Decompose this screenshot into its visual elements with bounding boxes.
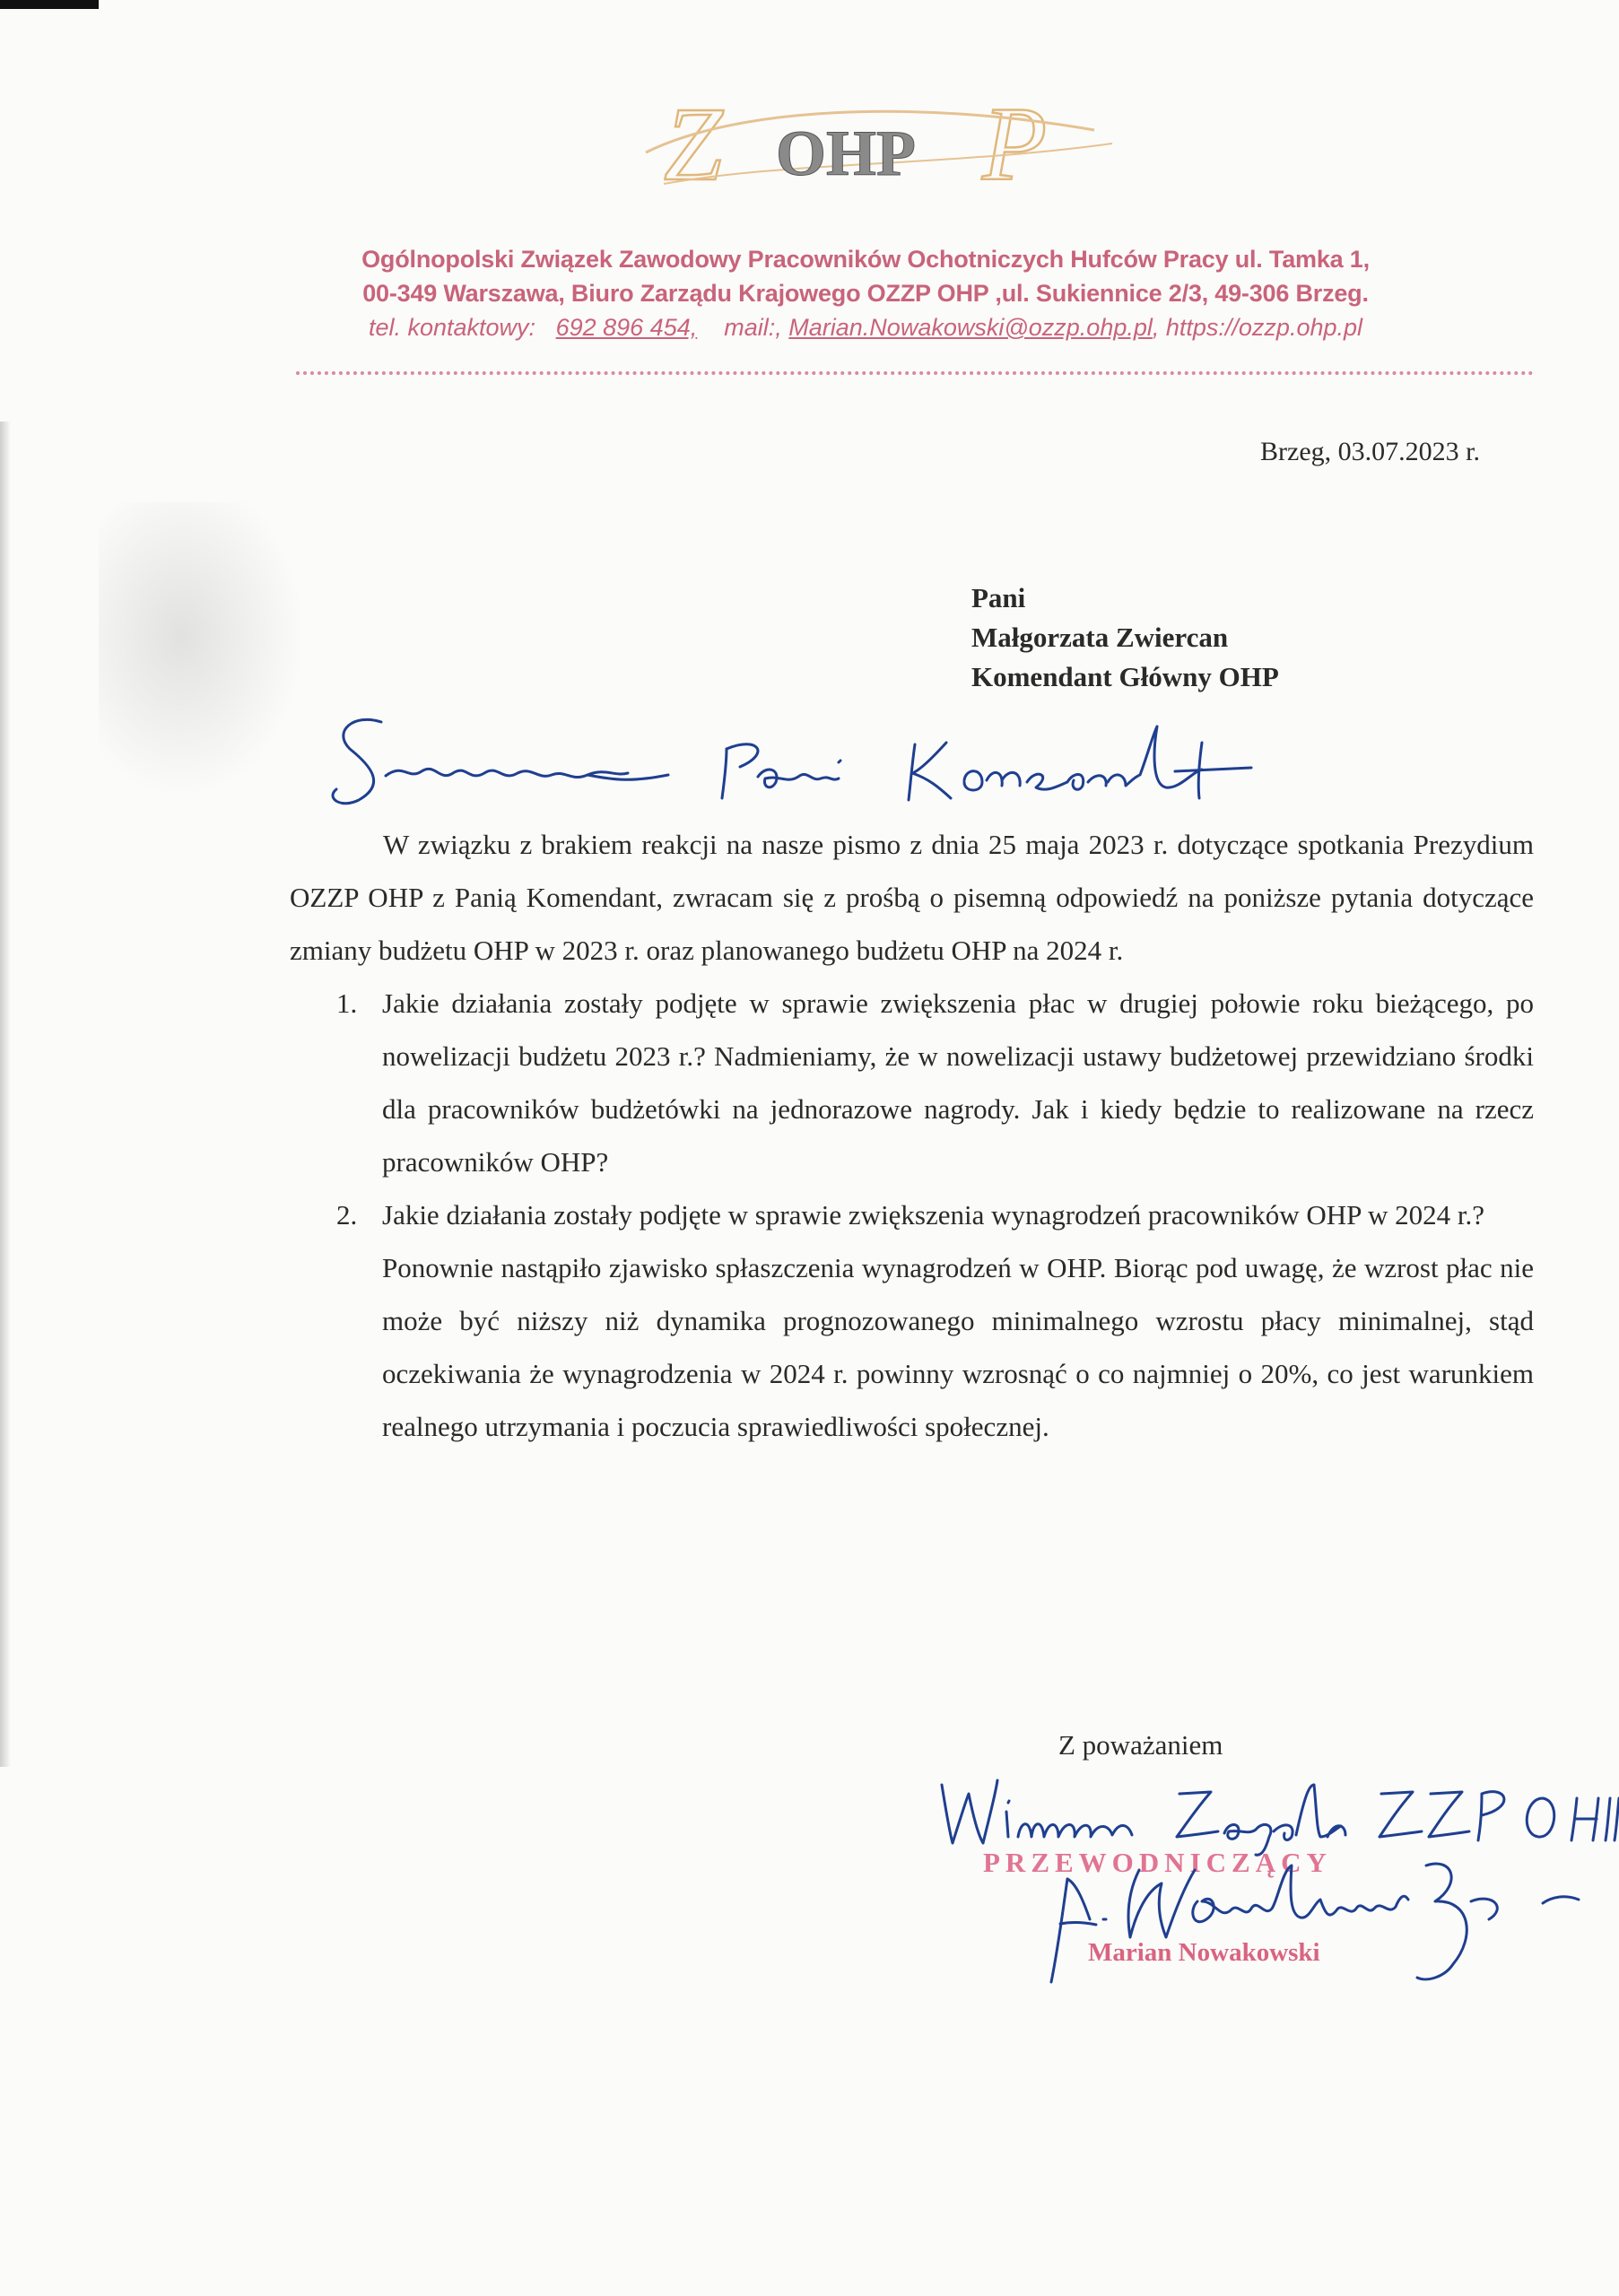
intro-paragraph: W związku z brakiem reakcji na nasze pismo z dnia 25 maja 2023 r. dotyczące spotkania Prezydium OZZP OHP z Panią Komendant, zwracam się z prośbą o pisemną odpowiedź na poniższe pytania dotyczące zmiany budżetu OHP w 2023 r. oraz planowanego budżetu OHP na 2024 r. xyxy=(290,829,1534,966)
ohp-logo xyxy=(628,90,1130,197)
logo-flourish-left: Z xyxy=(664,90,723,197)
list-item-number: 1. xyxy=(336,987,358,1019)
scan-bleed-through xyxy=(99,502,305,798)
list-item-extra: Ponownie nastąpiło zjawisko spłaszczenia wynagrodzeń w OHP. Biorąc pod uwagę, że wzrost płac nie może być niższy niż dynamika prognozowanego minimalnego wzrostu płacy minimalnej, stąd oczekiwania że wynagrodzenia w 2024 r. powinny wzrosnąć o co najmniej o 20%, co jest warunkiem realnego utrzymania i poczucia sprawiedliwości społecznej. xyxy=(382,1252,1534,1442)
letter-date: Brzeg, 03.07.2023 r. xyxy=(1260,437,1480,466)
website-link[interactable]: , https://ozzp.ohp.pl xyxy=(1152,314,1363,341)
letterhead-line1: Ogólnopolski Związek Zawodowy Pracowników Ochotniczych Hufców Pracy ul. Tamka 1, xyxy=(361,246,1370,273)
letterhead-contact xyxy=(269,310,1462,344)
logo-text: OHP xyxy=(776,117,916,189)
closing: Z poważaniem xyxy=(1058,1729,1223,1761)
letterhead-line2: 00-349 Warszawa, Biuro Zarządu Krajowego OZZP OHP ,ul. Sukiennice 2/3, 49-306 Brzeg. xyxy=(362,280,1369,307)
contact-prefix: tel. kontaktowy: xyxy=(368,314,536,341)
recipient-line1: Pani xyxy=(971,582,1026,613)
recipient-title: Komendant Główny OHP xyxy=(971,661,1279,692)
letter-body xyxy=(290,818,1534,1453)
email-link[interactable]: Marian.Nowakowski@ozzp.ohp.pl xyxy=(788,314,1153,341)
list-item-text: Jakie działania zostały podjęte w sprawie zwiększenia wynagrodzeń pracowników OHP w 2024 r.? xyxy=(382,1199,1484,1231)
list-item xyxy=(290,977,1534,1188)
list-item xyxy=(290,1188,1534,1453)
recipient-block xyxy=(971,578,1279,697)
mail-prefix: mail:, xyxy=(724,314,782,341)
stamp-title: PRZEWODNICZĄCY xyxy=(983,1847,1332,1878)
letterhead-divider xyxy=(296,371,1534,375)
recipient-name: Małgorzata Zwiercan xyxy=(971,622,1229,653)
scan-shadow xyxy=(0,422,11,1767)
stamp-name: Marian Nowakowski xyxy=(1088,1938,1320,1967)
handwritten-salutation xyxy=(318,700,1260,816)
phone-link[interactable]: 692 896 454, xyxy=(555,314,698,341)
list-item-number: 2. xyxy=(336,1199,358,1231)
questions-list xyxy=(290,977,1534,1453)
letterhead xyxy=(269,242,1462,344)
logo-flourish-right: P xyxy=(982,90,1048,197)
list-item-text: Jakie działania zostały podjęte w sprawie zwiększenia płac w drugiej połowie roku bieżącego, po nowelizacji budżetu 2023 r.? Nadmieniamy, że w nowelizacji ustawy budżetowej przewidziano środki dla pracowników budżetówki na jednorazowe nagrody. Jak i kiedy będzie to realizowane na rzecz pracowników OHP? xyxy=(382,987,1534,1178)
scan-edge xyxy=(0,0,99,9)
